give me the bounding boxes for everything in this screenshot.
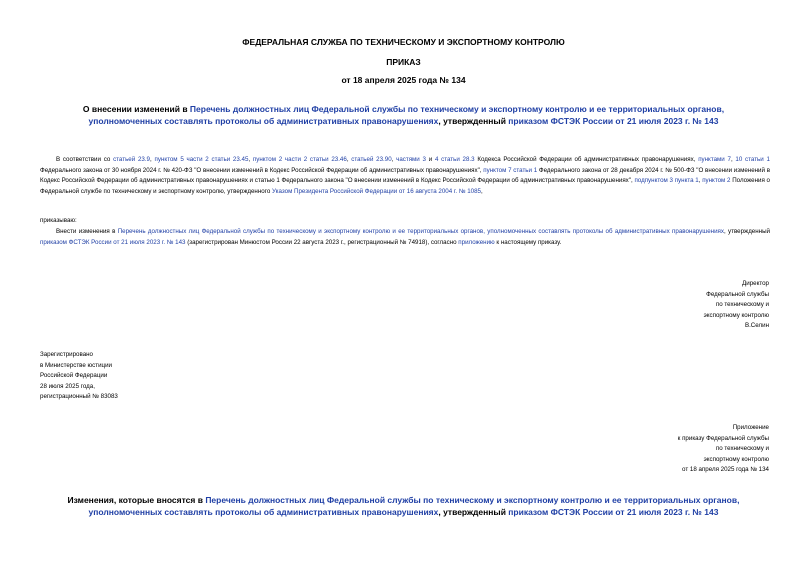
title-prefix: О внесении изменений в	[82, 104, 190, 114]
text-segment: ,	[150, 156, 155, 163]
agency-name: ФЕДЕРАЛЬНАЯ СЛУЖБА ПО ТЕХНИЧЕСКОМУ И ЭКСПОРТНОМУ КОНТРОЛЮ	[242, 37, 565, 47]
text-segment: Внести изменения в	[56, 228, 118, 235]
link-art-1-point-10[interactable]: 10 статьи 1	[735, 156, 770, 163]
link-art-23-45[interactable]: пунктом 5 части 2 статьи 23.45	[154, 156, 249, 163]
signature-line: по техническому и	[715, 301, 769, 309]
signature-block	[704, 279, 769, 332]
registration-number: регистрационный № 83083	[40, 393, 118, 401]
link-parts-3[interactable]: частями 3	[396, 156, 426, 163]
changes-title	[60, 494, 747, 518]
text-segment: Положения о Федеральной службе по техническому и экспортному контролю, утвержденного	[40, 177, 770, 195]
appendix-line: Приложение	[732, 424, 769, 431]
appendix-line: к приказу Федеральной службы	[677, 434, 769, 442]
text-segment: В соответствии со	[56, 156, 114, 163]
link-subpoint-3[interactable]: подпунктом 3 пункта 1	[634, 177, 699, 185]
text-segment: ,	[480, 187, 483, 195]
document-title	[60, 103, 747, 127]
text-segment: к настоящему приказу.	[494, 238, 562, 246]
signature-line: Директор	[742, 280, 769, 287]
registration-block	[40, 350, 118, 403]
changes-link-order[interactable]: приказом ФСТЭК России от 21 июля 2023 г. № 143	[508, 507, 719, 517]
appendix-line: по техническому и	[715, 445, 769, 453]
signer-name: В.Селин	[744, 322, 769, 330]
link-point-2[interactable]: пунктом 2	[702, 177, 731, 185]
registration-line: 28 июля 2025 года,	[40, 382, 95, 390]
text-segment: и	[425, 156, 435, 163]
signature-line: Федеральной службы	[706, 290, 769, 298]
link-list[interactable]: Перечень должностных лиц Федеральной службы по техническому и экспортному контролю и ее территориальных органов, уполномоченных составлять протоколы об административных правонарушениях	[117, 228, 724, 235]
link-appendix[interactable]: приложению	[458, 238, 495, 246]
registration-line: Российской Федерации	[40, 372, 108, 380]
text-segment: ,	[346, 156, 352, 163]
text-segment: ,	[698, 177, 703, 185]
text-segment: ,	[248, 156, 253, 163]
title-middle: , утвержденный	[438, 116, 509, 126]
document-type: ПРИКАЗ	[386, 57, 421, 67]
order-word: приказываю:	[40, 217, 77, 224]
link-order-143[interactable]: приказом ФСТЭК России от 21 июля 2023 г. № 143	[40, 238, 186, 246]
appendix-line: экспортному контролю	[703, 455, 769, 463]
link-article-23-9[interactable]: статьей 23.9	[113, 156, 150, 163]
link-art-23-46[interactable]: пунктом 2 части 2 статьи 23.46	[252, 156, 347, 163]
order-paragraph	[40, 227, 770, 248]
link-points-7[interactable]: пунктами 7	[698, 156, 731, 163]
text-segment: Кодекса Российской Федерации об административных правонарушениях,	[474, 156, 699, 163]
appendix-line: от 18 апреля 2025 года № 134	[682, 466, 769, 474]
signature-line: экспортному контролю	[703, 311, 769, 319]
changes-prefix: Изменения, которые вносятся в	[67, 495, 206, 505]
text-segment: Федерального закона от 30 ноября 2024 г. № 420-ФЗ "О внесении изменений в Кодекс Российской Федерации об административных правонарушениях",	[40, 166, 484, 174]
text-segment: ,	[730, 156, 736, 163]
registration-line: Зарегистрировано	[40, 351, 93, 358]
title-link-order[interactable]: приказом ФСТЭК России от 21 июля 2023 г. № 143	[508, 116, 719, 126]
link-art-23-90[interactable]: статьей 23.90	[351, 156, 392, 163]
text-segment: (зарегистрирован Минюстом России 22 августа 2023 г., регистрационный № 74918), согласно	[185, 238, 459, 246]
text-segment: ,	[391, 156, 397, 163]
title-link-list[interactable]: Перечень должностных лиц Федеральной службы по техническому и экспортному контролю и ее территориальных органов, уполномоченных составлять протоколы об административных правонарушениях	[88, 104, 725, 126]
document-date-number: от 18 апреля 2025 года № 134	[341, 75, 466, 85]
appendix-header	[678, 423, 769, 476]
registration-line: в Министерстве юстиции	[40, 361, 113, 369]
changes-middle: , утвержденный	[438, 507, 509, 517]
link-art-28-3[interactable]: 4 статьи 28.3	[434, 156, 475, 163]
link-president-decree[interactable]: Указом Президента Российской Федерации от 16 августа 2004 г. № 1085	[272, 187, 481, 195]
text-segment: , утвержденный	[723, 228, 770, 235]
preamble-paragraph	[40, 155, 770, 197]
link-point-7-art-1[interactable]: пунктом 7 статьи 1	[483, 166, 538, 174]
text-segment: Федерального закона от 28 декабря 2024 г. № 500-ФЗ "О внесении изменений в Кодекс Российской Федерации об административных правонарушениях и статью 1 Федерального закона "О внесении изменений в Кодекс Российской Федерации об административных правонарушениях",	[40, 166, 771, 185]
changes-link-list[interactable]: Перечень должностных лиц Федеральной службы по техническому и экспортному контролю и ее территориальных органов, уполномоченных составлять протоколы об административных правонарушениях	[88, 495, 740, 517]
